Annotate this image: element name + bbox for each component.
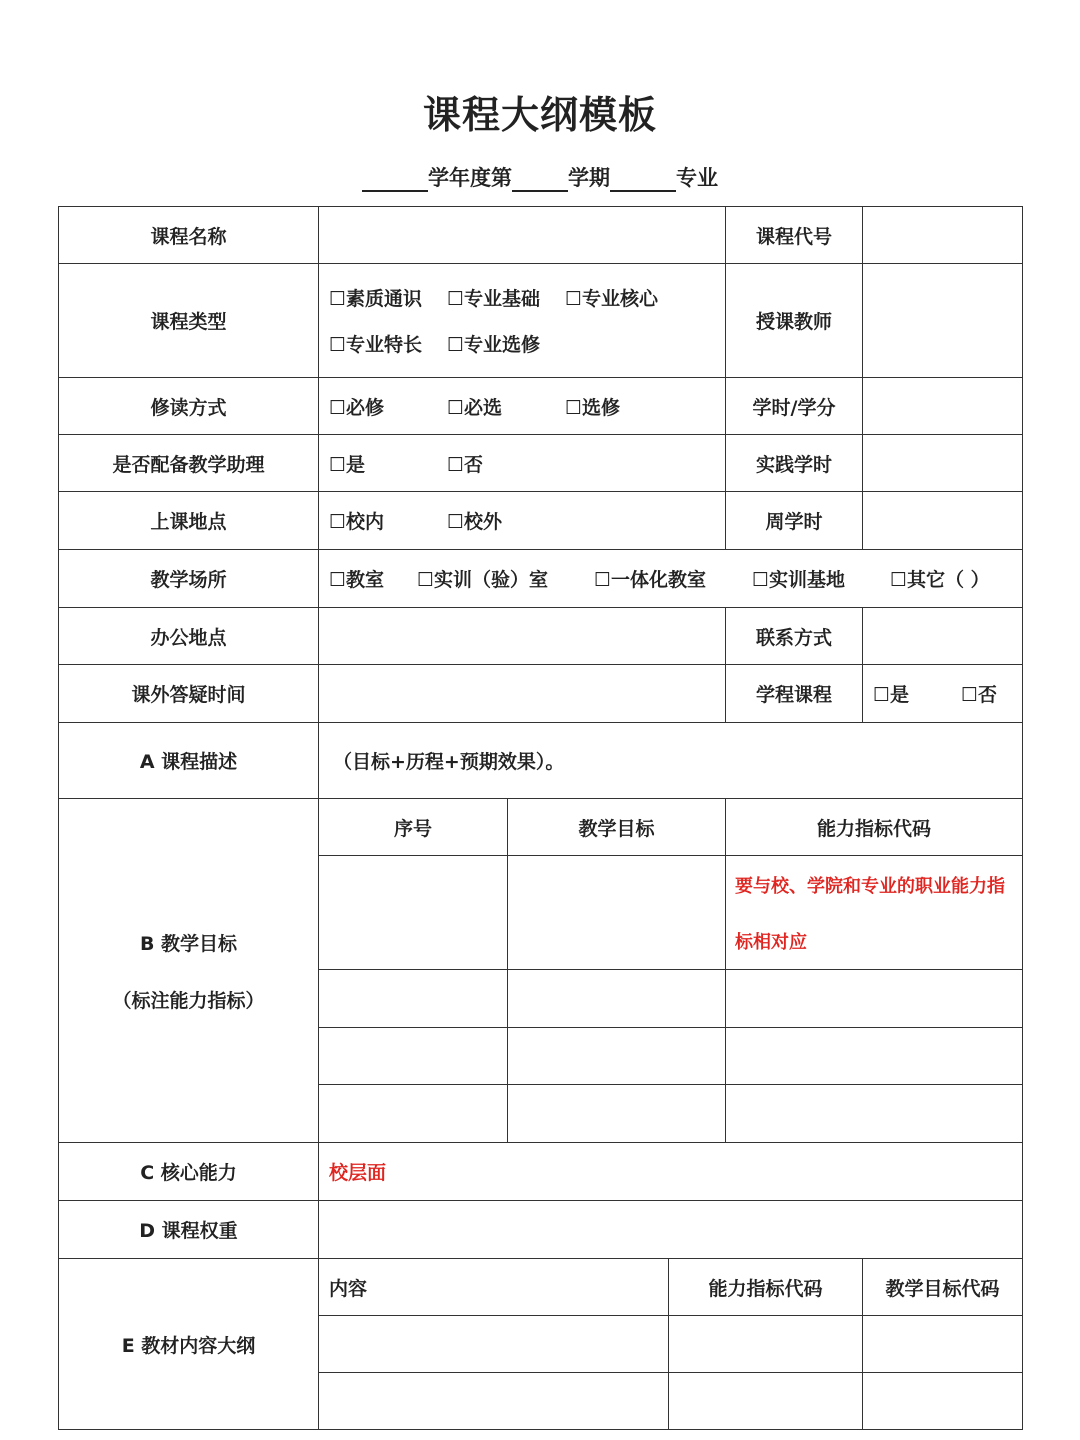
- b-note-line1: 要与校、学院和专业的职业能力指: [735, 875, 1005, 897]
- qa-time-label: 课外答疑时间: [58, 664, 319, 723]
- e-cell-goal-code[interactable]: [862, 1315, 1023, 1373]
- subtitle-year-label: 学年度第: [428, 166, 512, 190]
- b-cell-code[interactable]: [725, 1084, 1023, 1143]
- weekly-hours-label: 周学时: [725, 491, 863, 550]
- study-mode-label: 修读方式: [58, 377, 319, 435]
- b-col-header-index: 序号: [318, 798, 508, 856]
- assistant-checkbox[interactable]: ☐否: [447, 453, 484, 476]
- contact-field[interactable]: [862, 607, 1023, 665]
- program-course-checkbox[interactable]: ☐否: [961, 684, 998, 706]
- program-course-checkbox[interactable]: ☐是: [873, 684, 910, 706]
- study-mode-checkbox[interactable]: ☐必选: [447, 396, 503, 419]
- e-col-header-ability-code: 能力指标代码: [668, 1258, 863, 1316]
- location-options: [318, 491, 726, 550]
- practice-hours-label: 实践学时: [725, 434, 863, 492]
- course-code-label: 课程代号: [725, 206, 863, 264]
- b-cell-code[interactable]: [725, 969, 1023, 1028]
- venue-checkbox[interactable]: ☐实训（验）室: [417, 569, 549, 591]
- b-cell-code-note[interactable]: [725, 855, 1023, 970]
- b-cell-goal[interactable]: [507, 969, 726, 1028]
- b-cell-index[interactable]: [318, 1027, 508, 1085]
- b-goals-subtitle: （标注能力指标）: [112, 989, 265, 1012]
- practice-hours-field[interactable]: [862, 434, 1023, 492]
- a-description-label: A 课程描述: [58, 722, 319, 799]
- contact-label: 联系方式: [725, 607, 863, 665]
- b-cell-index[interactable]: [318, 1084, 508, 1143]
- subtitle-term-label: 学期: [568, 166, 610, 190]
- b-cell-goal[interactable]: [507, 1084, 726, 1143]
- location-checkbox[interactable]: ☐校外: [447, 511, 503, 533]
- b-cell-index[interactable]: [318, 855, 508, 970]
- location-label: 上课地点: [58, 491, 319, 550]
- e-col-header-goal-code: 教学目标代码: [862, 1258, 1023, 1316]
- hours-credits-field[interactable]: [862, 377, 1023, 435]
- e-col-header-content: 内容: [318, 1258, 669, 1316]
- e-cell-content[interactable]: [318, 1315, 669, 1373]
- b-cell-code[interactable]: [725, 1027, 1023, 1085]
- subtitle: [0, 162, 1080, 192]
- assistant-options: [318, 434, 726, 492]
- b-col-header-code: 能力指标代码: [725, 798, 1023, 856]
- b-note-line2: 标相对应: [735, 931, 807, 953]
- e-outline-label: E 教材内容大纲: [58, 1258, 319, 1430]
- e-cell-ability-code[interactable]: [668, 1372, 863, 1430]
- office-field[interactable]: [318, 607, 726, 665]
- study-mode-options: [318, 377, 726, 435]
- a-description-field[interactable]: （目标+历程+预期效果）。: [318, 722, 1023, 799]
- location-checkbox[interactable]: ☐校内: [329, 511, 385, 533]
- venue-checkbox[interactable]: ☐实训基地: [752, 569, 846, 591]
- program-course-label: 学程课程: [725, 664, 863, 723]
- c-core-field[interactable]: 校层面: [318, 1142, 1023, 1201]
- study-mode-checkbox[interactable]: ☐必修: [329, 396, 385, 419]
- office-label: 办公地点: [58, 607, 319, 665]
- assistant-checkbox[interactable]: ☐是: [329, 453, 366, 476]
- c-core-label: C 核心能力: [58, 1142, 319, 1201]
- b-cell-goal[interactable]: [507, 1027, 726, 1085]
- year-blank[interactable]: [362, 166, 428, 192]
- e-cell-goal-code[interactable]: [862, 1372, 1023, 1430]
- course-name-field[interactable]: [318, 206, 726, 264]
- course-code-field[interactable]: [862, 206, 1023, 264]
- course-type-checkbox[interactable]: ☐专业核心: [565, 287, 659, 310]
- venue-checkbox[interactable]: ☐一体化教室: [594, 569, 707, 591]
- course-type-checkbox[interactable]: ☐专业选修: [447, 334, 541, 357]
- page-title: 课程大纲模板: [422, 93, 657, 137]
- course-type-label: 课程类型: [58, 263, 319, 378]
- major-blank[interactable]: [610, 166, 676, 192]
- b-col-header-goal: 教学目标: [507, 798, 726, 856]
- e-cell-content[interactable]: [318, 1372, 669, 1430]
- venue-checkbox[interactable]: ☐教室: [329, 569, 385, 591]
- course-type-checkbox[interactable]: ☐素质通识: [329, 287, 423, 310]
- d-weight-field[interactable]: [318, 1200, 1023, 1259]
- course-type-checkbox[interactable]: ☐专业特长: [329, 334, 423, 357]
- e-cell-ability-code[interactable]: [668, 1315, 863, 1373]
- b-goals-label: [58, 798, 319, 1143]
- b-cell-index[interactable]: [318, 969, 508, 1028]
- hours-credits-label: 学时/学分: [725, 377, 863, 435]
- venue-options: [318, 549, 1023, 608]
- subtitle-major-label: 专业: [676, 166, 718, 190]
- teacher-label: 授课教师: [725, 263, 863, 378]
- qa-time-field[interactable]: [318, 664, 726, 723]
- teacher-field[interactable]: [862, 263, 1023, 378]
- course-type-options: [318, 263, 726, 378]
- course-type-checkbox[interactable]: ☐专业基础: [447, 287, 541, 310]
- term-blank[interactable]: [512, 166, 568, 192]
- venue-checkbox[interactable]: ☐其它（ ）: [890, 569, 990, 591]
- study-mode-checkbox[interactable]: ☐选修: [565, 396, 621, 419]
- course-name-label: 课程名称: [58, 206, 319, 264]
- d-weight-label: D 课程权重: [58, 1200, 319, 1259]
- b-goals-title: B 教学目标: [139, 932, 238, 955]
- venue-label: 教学场所: [58, 549, 319, 608]
- weekly-hours-field[interactable]: [862, 491, 1023, 550]
- assistant-label: 是否配备教学助理: [58, 434, 319, 492]
- b-cell-goal[interactable]: [507, 855, 726, 970]
- program-course-options: [862, 664, 1023, 723]
